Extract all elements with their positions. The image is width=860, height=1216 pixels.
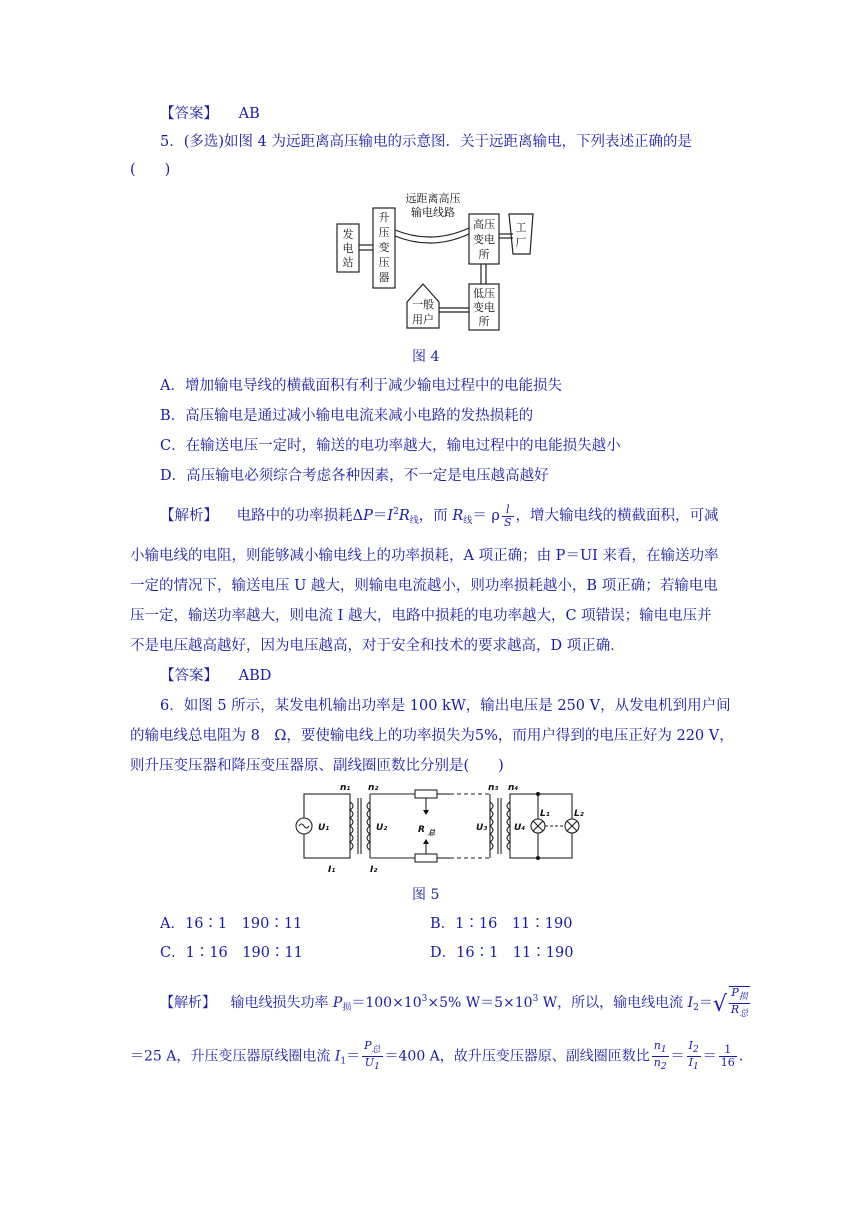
svg-text:I₂: I₂ [370,865,378,875]
stepup-char-2: 变 [378,241,390,254]
q4-answer [160,104,260,124]
q6-analysis-line2: ＝25 A，升压变压器原线圈电流 $I_1=$ $\frac{P_总}{U_1}$ ＝400 A，故升压变压器原、副线圈匝数比 $\frac{n_1}{n_2}$ ＝ $\frac{I_2}{I_1}$ ＝ $\frac{1}{16}$ . [130,1039,744,1072]
q6-stem-line2: 的输电线总电阻为 8 Ω，要使输电线上的功率损失为5%，而用户得到的电压正好为 220 V， [130,728,734,744]
plant-char-2: 站 [342,256,354,269]
svg-text:n₁: n₁ [340,783,351,793]
line-label-1: 输电线路 [411,206,455,219]
answer-tag: 【答案】 [160,668,218,684]
stepup-char-3: 压 [378,256,390,269]
q6-analysis-line1: 【解析】 输电线损失功率 $P_损=100\times 10^3\times 5\%$ $W=5\times 10^3$ W，所以，输电线电流 $I_2=√$ $\frac{P_损}{R_总}$ [160,986,749,1019]
stepup-char-0: 升 [378,211,390,224]
plant-char-0: 发 [342,228,354,241]
user-0: 一般 [412,298,434,311]
analysis-text-b: ，而 [418,508,453,524]
analysis-tag: 【解析】 [160,995,216,1011]
svg-text:n₄: n₄ [508,783,519,793]
stepup-char-1: 压 [378,226,390,239]
q6-option-c: C．1∶16 190∶11 [160,945,303,961]
q5-answer [160,666,271,686]
svg-text:U₁: U₁ [318,823,330,833]
analysis-text-a: 电路中的功率损耗Δ [236,508,364,524]
figure-4-diagram [335,190,535,335]
line-label-0: 远距离高压 [405,192,461,205]
q6-option-d: D．16∶1 11∶190 [430,945,574,961]
svg-text:R: R [418,825,425,835]
q5-option-d: D．高压输电必须综合考虑各种因素，不一定是电压越高越好 [160,468,549,484]
q5-stem-line2: ( ) [130,162,171,178]
q5-analysis-line3: 一定的情况下，输送电压 U 越大，则输电电流越小，则功率损耗越小，B 项正确；若输电电 [130,578,718,594]
q6-stem-line1: 6．如图 5 所示，某发电机输出功率是 100 kW，输出电压是 250 V，从发电机到用户间 [160,698,731,714]
q5-option-a: A．增加输电导线的横截面积有利于减少输电过程中的电能损失 [160,378,562,394]
factory-1: 厂 [515,236,527,249]
q5-analysis-line1: 【解析】 电路中的功率损耗$\Delta P=I^2R_线$，而 $R_线= \rho$ $\frac{l}{S}$ ，增大输电线的横截面积，可减 [160,502,719,529]
q6-stem-line3: 则升压变压器和降压变压器原、副线圈匝数比分别是( ) [130,758,504,774]
svg-text:I₁: I₁ [328,865,336,875]
svg-text:n₃: n₃ [488,783,499,793]
figure-4-caption: 图 4 [412,349,440,365]
q6-option-a: A．16∶1 190∶11 [160,916,303,932]
svg-text:L₁: L₁ [540,809,550,819]
q5-analysis-line2: 小输电线的电阻，则能够减小输电线上的功率损耗，A 项正确；由 P＝UI 来看，在输送功率 [130,548,719,564]
lv-sub-2: 所 [478,315,490,328]
analysis-text-c: ，增大输电线的横截面积，可减 [515,508,719,524]
figure-5-circuit [290,780,590,880]
lv-sub-0: 低压 [473,287,495,300]
stepup-char-4: 器 [378,271,390,284]
answer-tag: 【答案】 [160,106,218,122]
svg-text:U₂: U₂ [376,823,388,833]
q6-option-b: B．1∶16 11∶190 [430,916,573,932]
hv-sub-2: 所 [478,248,490,261]
lv-sub-1: 变电 [473,301,495,314]
hv-sub-1: 变电 [473,233,495,246]
svg-text:n₂: n₂ [368,783,379,793]
q5-option-c: C．在输送电压一定时，输送的电功率越大，输电过程中的电能损失越小 [160,438,621,454]
svg-text:总: 总 [428,829,435,837]
user-1: 用户 [412,313,434,326]
q5-stem-line1: 5．(多选)如图 4 为远距离高压输电的示意图．关于远距离输电，下列表述正确的是 [160,134,692,150]
answer-value: AB [238,106,260,122]
q5-option-b: B．高压输电是通过减小输电电流来减小电路的发热损耗的 [160,408,534,424]
svg-text:L₂: L₂ [574,809,584,819]
analysis-tag: 【解析】 [160,508,218,524]
svg-text:U₄: U₄ [514,823,526,833]
q5-analysis-line5: 不是电压越高越好，因为电压越高，对于安全和技术的要求越高，D 项正确． [130,638,625,654]
hv-sub-0: 高压 [473,218,495,231]
plant-char-1: 电 [342,242,354,255]
factory-0: 工 [515,221,527,234]
answer-value: ABD [238,668,272,684]
svg-text:U₃: U₃ [476,823,488,833]
figure-5-caption: 图 5 [412,887,440,903]
q5-analysis-line4: 压一定，输送功率越大，则电流 I 越大，电路中损耗的电功率越大，C 项错误；输电电压并 [130,608,712,624]
